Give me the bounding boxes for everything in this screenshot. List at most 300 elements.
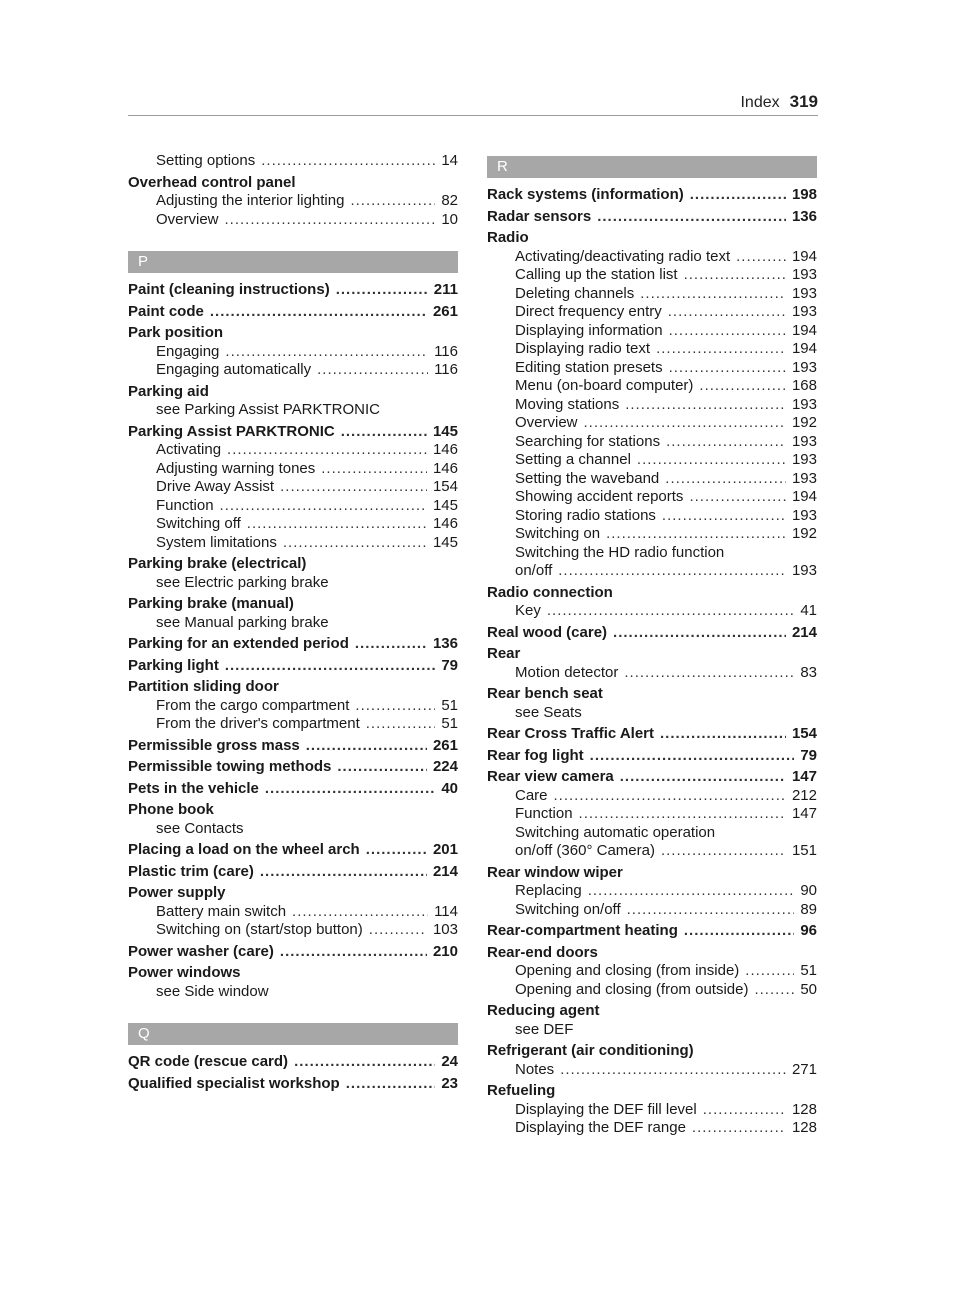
- page-ref[interactable]: 193: [791, 284, 817, 302]
- page-ref[interactable]: 214: [432, 862, 458, 880]
- entry-title: Refueling: [487, 1082, 556, 1099]
- dot-leader: [692, 1119, 786, 1138]
- index-entry: [128, 943, 458, 962]
- subentry[interactable]: [487, 433, 817, 452]
- subentry-text: Key: [515, 602, 541, 619]
- subentry-text: Searching for stations: [515, 432, 661, 450]
- dot-leader: [355, 697, 435, 716]
- subentry-text: Battery main switch: [156, 902, 287, 920]
- page-ref[interactable]: 193: [791, 451, 817, 468]
- page-ref[interactable]: 154: [432, 478, 458, 495]
- dot-leader: [292, 903, 428, 922]
- page-ref[interactable]: 51: [800, 962, 817, 979]
- subentry-text: Overview: [515, 414, 578, 431]
- entry-heading[interactable]: [128, 1075, 458, 1094]
- subentry-text: Activating/deactivating radio text: [515, 247, 731, 265]
- subentry[interactable]: [487, 1119, 817, 1138]
- index-entry: [487, 645, 817, 682]
- entry-title: Overhead control panel: [128, 173, 296, 191]
- page-ref[interactable]: 147: [791, 805, 817, 822]
- entry-title: Radio connection: [487, 583, 613, 601]
- subentry[interactable]: [487, 285, 817, 304]
- page-ref[interactable]: 103: [432, 921, 458, 938]
- page-ref[interactable]: 90: [800, 882, 817, 899]
- subentry[interactable]: [487, 266, 817, 285]
- entry-heading[interactable]: [128, 281, 458, 300]
- section-letter-bar: P: [128, 251, 458, 273]
- dot-leader: [366, 715, 436, 734]
- subentry-text: System limitations: [156, 533, 277, 551]
- dot-leader: [247, 515, 427, 534]
- page-ref[interactable]: 193: [791, 395, 817, 413]
- dot-leader: [210, 303, 427, 322]
- index-entry: [128, 152, 458, 171]
- entry-title: Parking brake (manual): [128, 595, 294, 612]
- index-entry: [128, 174, 458, 230]
- page-ref[interactable]: 40: [441, 779, 458, 797]
- subentry-text: Engaging automatically: [156, 361, 312, 378]
- entry-title: QR code (rescue card): [128, 1053, 289, 1070]
- dot-leader: [547, 602, 794, 621]
- subentry-text: Moving stations: [515, 395, 620, 413]
- subentry-text: Deleting channels: [515, 284, 635, 302]
- page-ref[interactable]: 116: [434, 342, 458, 360]
- subentry[interactable]: [128, 497, 458, 516]
- entry-heading: [128, 678, 458, 697]
- dot-leader: [260, 863, 427, 882]
- page-ref[interactable]: 194: [791, 488, 817, 505]
- index-entry: [128, 758, 458, 777]
- entry-heading[interactable]: [128, 841, 458, 860]
- entry-heading[interactable]: [487, 186, 817, 205]
- subentry[interactable]: [487, 377, 817, 396]
- subentry-text: Displaying the DEF range: [515, 1119, 686, 1136]
- page-ref[interactable]: 193: [791, 469, 817, 487]
- entry-title: Rear-compartment heating: [487, 922, 678, 939]
- dot-leader: [225, 343, 428, 362]
- index-entry: [487, 624, 817, 643]
- subentry-text: Activating: [156, 441, 222, 458]
- subentry-text: Function: [156, 496, 214, 514]
- subentry[interactable]: [487, 359, 817, 378]
- page-ref[interactable]: 136: [791, 207, 817, 225]
- page-ref[interactable]: 224: [432, 758, 458, 775]
- entry-title: Rack systems (information): [487, 186, 684, 203]
- page-ref[interactable]: 145: [432, 496, 458, 514]
- subentry[interactable]: [487, 962, 817, 981]
- subentry[interactable]: [487, 901, 817, 920]
- subentry[interactable]: [487, 1101, 817, 1120]
- page-ref[interactable]: 136: [432, 635, 458, 652]
- subentry[interactable]: [487, 340, 817, 359]
- page-ref[interactable]: 154: [791, 725, 817, 742]
- subentry: [128, 574, 458, 593]
- entry-title: Parking Assist PARKTRONIC: [128, 422, 335, 440]
- header-rule: [128, 115, 818, 116]
- subentry[interactable]: [128, 441, 458, 460]
- dot-leader: [265, 780, 435, 799]
- header-label: Index: [740, 94, 780, 111]
- entry-title: Radio: [487, 229, 529, 246]
- page-ref[interactable]: 83: [800, 663, 817, 681]
- subentry[interactable]: [487, 981, 817, 1000]
- subentry-text: on/off (360° Camera): [515, 842, 655, 859]
- index-entry: [487, 1042, 817, 1079]
- page-ref[interactable]: 193: [791, 303, 817, 320]
- index-entry: [487, 864, 817, 920]
- subentry[interactable]: [487, 488, 817, 507]
- subentry-text: From the cargo compartment: [156, 696, 350, 714]
- index-entry: [128, 281, 458, 300]
- subentry-text: Adjusting warning tones: [156, 459, 316, 477]
- subentry[interactable]: [487, 1061, 817, 1080]
- page-ref[interactable]: 82: [441, 192, 458, 209]
- subentry-text: Switching off: [156, 515, 241, 532]
- dot-leader: [620, 768, 786, 787]
- dot-leader: [736, 248, 786, 267]
- entry-title: Qualified specialist workshop: [128, 1074, 340, 1092]
- subentry-text: Storing radio stations: [515, 506, 656, 524]
- page-ref[interactable]: 50: [800, 980, 817, 998]
- page-ref[interactable]: 24: [441, 1053, 458, 1070]
- subentry-text: Displaying radio text: [515, 340, 651, 357]
- entry-title: Partition sliding door: [128, 678, 279, 695]
- subentry-text: Switching on: [515, 525, 601, 542]
- index-entry: [128, 841, 458, 860]
- page-ref[interactable]: 198: [791, 186, 817, 203]
- subentry[interactable]: [487, 451, 817, 470]
- dot-leader: [754, 981, 794, 1000]
- subentry[interactable]: [487, 248, 817, 267]
- subentry-text: Showing accident reports: [515, 488, 684, 505]
- index-entry: [128, 383, 458, 420]
- subentry-text: Switching automatic operation: [515, 823, 716, 841]
- dot-leader: [227, 441, 427, 460]
- page-ref[interactable]: 145: [432, 422, 458, 440]
- subentry-text: Setting the waveband: [515, 469, 660, 487]
- entry-heading[interactable]: [128, 758, 458, 777]
- subentry[interactable]: [128, 152, 458, 171]
- dot-leader: [350, 192, 435, 211]
- subentry[interactable]: [128, 921, 458, 940]
- subentry-text: Switching the HD radio function: [515, 543, 725, 561]
- entry-title: Paint code: [128, 302, 204, 320]
- page-ref[interactable]: 41: [800, 602, 817, 619]
- subentry[interactable]: [487, 470, 817, 489]
- index-entry: [487, 944, 817, 1000]
- dot-leader: [669, 359, 786, 378]
- entry-heading[interactable]: [487, 768, 817, 787]
- dot-leader: [665, 470, 786, 489]
- subentry-text: on/off: [515, 562, 553, 579]
- dot-leader: [558, 562, 786, 581]
- subentry-text: Notes: [515, 1060, 555, 1078]
- dot-leader: [745, 962, 794, 981]
- dot-leader: [627, 901, 795, 920]
- dot-leader: [261, 152, 435, 171]
- entry-heading[interactable]: [128, 943, 458, 962]
- subentry-text: Displaying the DEF fill level: [515, 1100, 697, 1118]
- index-entry: [487, 725, 817, 744]
- page-ref[interactable]: 193: [791, 562, 817, 579]
- entry-heading[interactable]: [128, 1053, 458, 1072]
- subentry-text: see Side window: [156, 982, 269, 1000]
- page-ref[interactable]: 145: [432, 533, 458, 551]
- page-ref[interactable]: 194: [791, 321, 817, 339]
- index-entry: [128, 737, 458, 756]
- entry-heading: [128, 964, 458, 983]
- index-entry: [128, 884, 458, 940]
- page-ref[interactable]: 79: [441, 656, 458, 674]
- page-ref[interactable]: 128: [791, 1100, 817, 1118]
- dot-leader: [606, 525, 786, 544]
- entry-heading[interactable]: [128, 780, 458, 799]
- dot-leader: [613, 624, 786, 643]
- entry-title: Rear fog light: [487, 746, 584, 764]
- entry-title: Parking brake (electrical): [128, 555, 307, 572]
- page-ref[interactable]: 214: [791, 623, 817, 641]
- subentry-text: Setting a channel: [515, 451, 631, 468]
- subentry[interactable]: [128, 192, 458, 211]
- index-entry: [128, 657, 458, 676]
- entry-heading[interactable]: [128, 303, 458, 322]
- entry-heading[interactable]: [487, 725, 817, 744]
- entry-title: Real wood (care): [487, 623, 608, 641]
- subentry[interactable]: [128, 515, 458, 534]
- entry-title: Phone book: [128, 801, 214, 818]
- index-entry: [487, 229, 817, 581]
- entry-heading[interactable]: [128, 635, 458, 654]
- dot-leader: [666, 433, 786, 452]
- index-entry: [128, 801, 458, 838]
- entry-heading: [487, 1002, 817, 1021]
- subentry[interactable]: [487, 303, 817, 322]
- page-ref[interactable]: 212: [791, 786, 817, 804]
- dot-leader: [554, 787, 786, 806]
- dot-leader: [590, 747, 795, 766]
- entry-heading[interactable]: [487, 747, 817, 766]
- subentry[interactable]: [487, 396, 817, 415]
- subentry[interactable]: [128, 715, 458, 734]
- page-ref[interactable]: 193: [791, 266, 817, 283]
- index-entry: [487, 186, 817, 205]
- entry-title: Reducing agent: [487, 1002, 600, 1019]
- entry-title: Power supply: [128, 884, 226, 901]
- index-entry: [128, 555, 458, 592]
- subentry-text: see Parking Assist PARKTRONIC: [156, 401, 380, 418]
- page-ref[interactable]: 271: [791, 1060, 817, 1078]
- subentry[interactable]: [128, 211, 458, 230]
- subentry-text: see Contacts: [156, 819, 244, 837]
- entry-title: Permissible towing methods: [128, 758, 332, 775]
- subentry[interactable]: [487, 525, 817, 544]
- index-entry: [487, 747, 817, 766]
- entry-heading[interactable]: [487, 208, 817, 227]
- page-ref[interactable]: 10: [441, 210, 458, 228]
- subentry[interactable]: [487, 805, 817, 824]
- index-entry: [128, 635, 458, 654]
- dot-leader: [355, 635, 427, 654]
- entry-title: Permissible gross mass: [128, 736, 300, 754]
- subentry[interactable]: [128, 697, 458, 716]
- subentry[interactable]: [128, 361, 458, 380]
- subentry-text: see DEF: [515, 1020, 574, 1038]
- entry-title: Rear: [487, 645, 521, 662]
- page-ref[interactable]: 193: [791, 432, 817, 450]
- dot-leader: [220, 497, 427, 516]
- subentry-text: Menu (on-board computer): [515, 377, 694, 394]
- subentry[interactable]: [487, 562, 817, 581]
- page-ref[interactable]: 194: [791, 340, 817, 357]
- index-entry: [128, 863, 458, 882]
- page-ref[interactable]: 151: [791, 842, 817, 859]
- subentry[interactable]: [487, 882, 817, 901]
- section-letter-bar: Q: [128, 1023, 458, 1045]
- index-entry: [487, 768, 817, 861]
- subentry[interactable]: [128, 534, 458, 553]
- dot-leader: [584, 414, 786, 433]
- page-ref[interactable]: 96: [800, 922, 817, 939]
- page-ref[interactable]: 192: [791, 525, 817, 542]
- subentry-text: Opening and closing (from inside): [515, 962, 740, 979]
- dot-leader: [225, 211, 436, 230]
- subentry[interactable]: [487, 787, 817, 806]
- page-ref[interactable]: 193: [791, 506, 817, 524]
- entry-title: Rear-end doors: [487, 943, 598, 961]
- entry-title: Rear window wiper: [487, 863, 623, 881]
- page-ref[interactable]: 23: [441, 1074, 458, 1092]
- page-ref[interactable]: 51: [441, 715, 458, 732]
- page-ref[interactable]: 201: [432, 841, 458, 858]
- subentry: [128, 614, 458, 633]
- entry-title: Power washer (care): [128, 942, 274, 960]
- subentry-text: Overview: [156, 210, 219, 228]
- subentry: [128, 820, 458, 839]
- index-entry: [128, 964, 458, 1001]
- page-ref[interactable]: 51: [441, 696, 458, 714]
- entry-title: Refrigerant (air conditioning): [487, 1042, 694, 1059]
- subentry[interactable]: [487, 322, 817, 341]
- dot-leader: [306, 737, 427, 756]
- page-ref[interactable]: 192: [791, 414, 817, 431]
- subentry[interactable]: [128, 903, 458, 922]
- entry-heading: [487, 944, 817, 963]
- page-ref[interactable]: 261: [432, 736, 458, 754]
- page-ref[interactable]: 147: [791, 768, 817, 785]
- dot-leader: [703, 1101, 786, 1120]
- dot-leader: [337, 758, 427, 777]
- page-ref[interactable]: 14: [441, 152, 458, 169]
- page-ref[interactable]: 168: [791, 377, 817, 394]
- dot-leader: [336, 281, 428, 300]
- dot-leader: [669, 322, 786, 341]
- page-ref[interactable]: 128: [791, 1119, 817, 1136]
- entry-heading[interactable]: [128, 737, 458, 756]
- entry-title: Power windows: [128, 964, 241, 981]
- entry-title: Pets in the vehicle: [128, 779, 259, 797]
- index-column-left: [128, 152, 458, 1096]
- subentry[interactable]: [128, 343, 458, 362]
- page-ref[interactable]: 194: [791, 247, 817, 265]
- dot-leader: [366, 841, 427, 860]
- dot-leader: [369, 921, 427, 940]
- entry-heading: [487, 229, 817, 248]
- page-ref[interactable]: 193: [791, 358, 817, 376]
- subentry[interactable]: [487, 507, 817, 526]
- dot-leader: [560, 1061, 786, 1080]
- entry-heading: [487, 1082, 817, 1101]
- dot-leader: [321, 460, 427, 479]
- page-ref[interactable]: 146: [432, 441, 458, 458]
- dot-leader: [684, 922, 794, 941]
- dot-leader: [283, 534, 427, 553]
- dot-leader: [684, 266, 786, 285]
- subentry-text: Opening and closing (from outside): [515, 980, 749, 998]
- entry-heading[interactable]: [487, 624, 817, 643]
- index-entry: [128, 595, 458, 632]
- subentry[interactable]: [128, 478, 458, 497]
- entry-title: Parking aid: [128, 382, 209, 400]
- subentry: [487, 824, 817, 843]
- index-entry: [487, 685, 817, 722]
- entry-heading[interactable]: [128, 863, 458, 882]
- index-entry: [128, 678, 458, 734]
- page-ref[interactable]: 211: [433, 281, 458, 298]
- subentry[interactable]: [487, 602, 817, 621]
- dot-leader: [661, 842, 786, 861]
- entry-heading: [128, 801, 458, 820]
- entry-heading: [128, 555, 458, 574]
- entry-heading: [128, 324, 458, 343]
- dot-leader: [280, 943, 427, 962]
- page-header: [740, 92, 818, 112]
- entry-title: Placing a load on the wheel arch: [128, 841, 360, 858]
- subentry[interactable]: [128, 460, 458, 479]
- index-entry: [487, 1082, 817, 1138]
- page-ref[interactable]: 116: [434, 361, 458, 378]
- dot-leader: [624, 664, 794, 683]
- page-ref[interactable]: 146: [432, 459, 458, 477]
- page-ref[interactable]: 89: [800, 900, 817, 918]
- entry-heading[interactable]: [128, 657, 458, 676]
- index-entry: [128, 423, 458, 553]
- entry-heading[interactable]: [487, 922, 817, 941]
- dot-leader: [225, 657, 435, 676]
- entry-title: Parking light: [128, 656, 219, 674]
- index-entry: [487, 1002, 817, 1039]
- dot-leader: [346, 1075, 436, 1094]
- subentry-text: see Seats: [515, 703, 582, 721]
- entry-heading[interactable]: [128, 423, 458, 442]
- subentry[interactable]: [487, 414, 817, 433]
- page-ref[interactable]: 261: [432, 302, 458, 320]
- dot-leader: [656, 340, 786, 359]
- page-ref[interactable]: 114: [434, 902, 458, 920]
- dot-leader: [597, 208, 786, 227]
- page-ref[interactable]: 210: [432, 942, 458, 960]
- subentry[interactable]: [487, 664, 817, 683]
- subentry-text: see Manual parking brake: [156, 613, 329, 631]
- page-ref[interactable]: 146: [432, 515, 458, 532]
- index-entry: [128, 303, 458, 322]
- subentry-text: Replacing: [515, 882, 582, 899]
- subentry: [487, 704, 817, 723]
- dot-leader: [660, 725, 786, 744]
- subentry[interactable]: [487, 842, 817, 861]
- page-ref[interactable]: 79: [800, 746, 817, 764]
- dot-leader: [625, 396, 786, 415]
- dot-leader: [588, 882, 795, 901]
